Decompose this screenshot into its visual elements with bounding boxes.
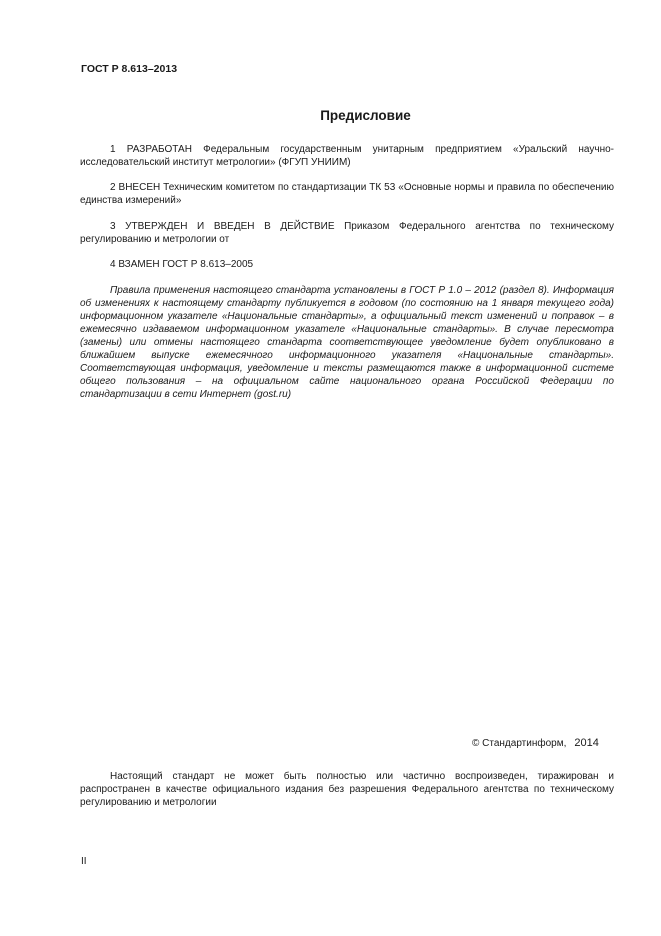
- item-developed: 1 РАЗРАБОТАН Федеральным государственным унитарным предприятием «Уральский научно-исследовательский институт метрологии» (ФГУП УНИИМ): [80, 144, 614, 168]
- page-title: Предисловие: [320, 108, 411, 123]
- copyright-holder: © Стандартинформ,: [472, 738, 567, 749]
- copyright-year: 2014: [574, 737, 599, 749]
- notice-paragraph: Правила применения настоящего стандарта установлены в ГОСТ Р 1.0 – 2012 (раздел 8). Информация об изменениях к настоящему стандарту публикуется в годовом (по состоянию на 1 января текущего года) информационном указателе «Национальные стандарты», а официальный текст изменений и поправок – в ежемесячно издаваемом информационном указателе «Национальные стандарты». В случае пересмотра (замены) или отмены настоящего стандарта соответствующее уведомление будет опубликовано в ближайшем выпуске ежемесячного информационного указателя «Национальные стандарты». Соответствующая информация, уведомление и тексты размещаются также в информационной системе общего пользования – на официальном сайте национального органа Российской Федерации по стандартизации в сети Интернет (gost.ru): [80, 285, 614, 400]
- item-submitted: 2 ВНЕСЕН Техническим комитетом по стандартизации ТК 53 «Основные нормы и правила по обеспечению единства измерений»: [80, 182, 614, 206]
- copyright-line: [472, 737, 599, 749]
- item-replaces: 4 ВЗАМЕН ГОСТ Р 8.613–2005: [110, 259, 254, 270]
- document-code: ГОСТ Р 8.613–2013: [81, 63, 178, 75]
- reproduction-notice: Настоящий стандарт не может быть полностью или частично воспроизведен, тиражирован и распространен в качестве официального издания без разрешения Федерального агентства по техническому регулированию и метрологии: [80, 771, 614, 808]
- page-number: II: [81, 856, 87, 867]
- item-approved: 3 УТВЕРЖДЕН И ВВЕДЕН В ДЕЙСТВИЕ Приказом Федерального агентства по техническому регулированию и метрологии от: [80, 221, 614, 245]
